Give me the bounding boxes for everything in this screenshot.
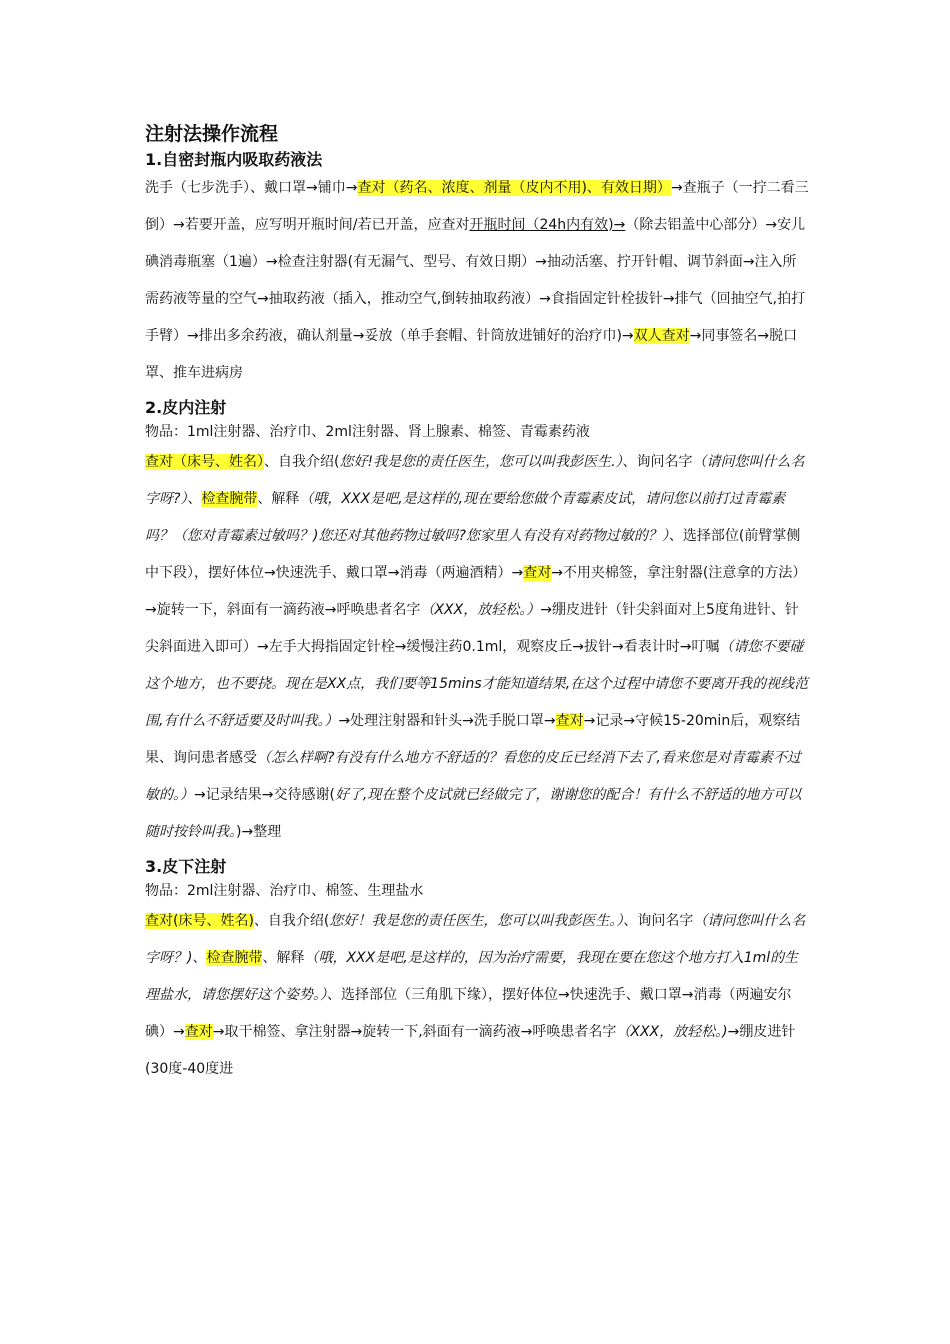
text-run: →查瓶子（一拧二看三倒）→若要开盖，应写明开瓶时间/若已开盖，应查对 bbox=[145, 180, 809, 233]
document-title: 注射法操作流程 bbox=[145, 123, 279, 145]
text-run: 、 bbox=[187, 491, 202, 507]
italic-text: （XXX，放轻松。） bbox=[420, 602, 541, 618]
text-run: 、询问名字 bbox=[622, 454, 693, 470]
highlight-text: 检查腕带 bbox=[206, 950, 263, 966]
section-1-body bbox=[145, 170, 810, 392]
italic-text: 您好！我是您的责任医生，您可以叫我彭医生。） bbox=[329, 913, 624, 929]
italic-text: （请问您叫什么名字呀?） bbox=[145, 454, 805, 507]
section-3-heading: 3.皮下注射 bbox=[145, 857, 227, 876]
italic-text: 您好!我是您的责任医生，您可以叫我彭医生.） bbox=[339, 454, 623, 470]
section-2-body bbox=[145, 444, 810, 851]
italic-text: （请问您叫什么名字呀？) bbox=[145, 913, 806, 966]
text-run: 、 bbox=[192, 950, 207, 966]
text-run: →记录→守候15-20min后，观察结果、询问患者感受 bbox=[145, 713, 801, 766]
italic-text: （怎么样啊?有没有什么地方不舒适的？看您的皮丘已经消下去了,看来您是对青霉素不过敏的。） bbox=[145, 750, 801, 803]
highlight-text: 查对 bbox=[184, 1024, 213, 1040]
highlight-text: 双人查对 bbox=[633, 328, 690, 344]
text-run: →处理注射器和针头→洗手脱口罩→ bbox=[338, 713, 556, 729]
italic-text: （哦，XXX是吧,是这样的，因为治疗需要，我现在要在您这个地方打入1ml的生理盐水，请您摆好这个姿势。） bbox=[145, 950, 799, 1003]
section-3-items: 物品：2ml注射器、治疗巾、棉签、生理盐水 bbox=[145, 883, 424, 899]
text-run: →不用夹棉签，拿注射器(注意拿的方法）→旋转一下，斜面有一滴药液→呼唤患者名字 bbox=[145, 565, 807, 618]
document-page bbox=[145, 120, 810, 1088]
section-3-body bbox=[145, 903, 810, 1088]
text-run: )→整理 bbox=[236, 824, 282, 840]
text-run: →绷皮进针（针尖斜面对上5度角进针、针尖斜面进入即可）→左手大拇指固定针栓→缓慢注药0.1ml，观察皮丘→拔针→看表计时→叮嘱 bbox=[145, 602, 799, 655]
italic-text: （请您不要碰这个地方，也不要挠。现在是XX点，我们要等15mins才能知道结果,在这个过程中请您不要离开我的视线范围,有什么不舒适要及时叫我。） bbox=[145, 639, 809, 729]
text-run: 、解释 bbox=[262, 950, 305, 966]
text-run: →记录结果→交待感谢( bbox=[194, 787, 335, 803]
highlight-text: 查对 bbox=[523, 565, 552, 581]
text-run: 、自我介绍( bbox=[253, 913, 330, 929]
highlight-text: 查对(床号、姓名) bbox=[145, 913, 254, 929]
text-run: 、选择部位（三角肌下缘），摆好体位→快速洗手、戴口罩→消毒（两遍安尔碘）→ bbox=[145, 987, 792, 1040]
text-run: →绷皮进针(30度-40度进 bbox=[145, 1024, 796, 1077]
text-run: →同事签名→脱口罩、推车进病房 bbox=[145, 328, 798, 381]
highlight-text: 检查腕带 bbox=[201, 491, 258, 507]
text-run: 、选择部位(前臂掌侧中下段），摆好体位→快速洗手、戴口罩→消毒（两遍酒精）→ bbox=[145, 528, 801, 581]
section-2-heading: 2.皮内注射 bbox=[145, 398, 227, 417]
text-run: 洗手（七步洗手）、戴口罩→铺巾→ bbox=[145, 180, 358, 196]
text-run: 、解释 bbox=[257, 491, 300, 507]
highlight-text: 查对 bbox=[555, 713, 584, 729]
section-2-items: 物品：1ml注射器、治疗巾、2ml注射器、肾上腺素、棉签、青霉素药液 bbox=[145, 424, 590, 440]
text-run: （除去铝盖中心部分）→安儿碘消毒瓶塞（1遍）→检查注射器(有无漏气、型号、有效日期）→抽动活塞、拧开针帽、调节斜面→注入所需药液等量的空气→抽取药液（插入，推动空气,倒转抽取药液）→食指固定针栓拔针→排气（回抽空气,拍打手臂）→排出多余药液，确认剂量→妥放（单手套帽、针筒放进铺好的治疗巾)→ bbox=[145, 217, 806, 344]
underlined-text: 开瓶时间（24h内有效)→ bbox=[469, 217, 626, 233]
section-1-heading: 1.自密封瓶内吸取药液法 bbox=[145, 150, 323, 169]
italic-text: （哦，XXX是吧,是这样的,现在要给您做个青霉素皮试，请问您以前打过青霉素吗？（您对青霉素过敏吗？)您还对其他药物过敏吗?您家里人有没有对药物过敏的？） bbox=[145, 491, 786, 544]
highlight-text: 查对（药名、浓度、剂量（皮内不用)、有效日期） bbox=[357, 180, 671, 196]
italic-text: （XXX，放轻松。) bbox=[616, 1024, 728, 1040]
highlight-text: 查对（床号、姓名） bbox=[145, 454, 264, 470]
text-run: 、询问名字 bbox=[623, 913, 694, 929]
italic-text: 好了,现在整个皮试就已经做完了，谢谢您的配合！有什么不舒适的地方可以随时按铃叫我。 bbox=[145, 787, 802, 840]
text-run: →取干棉签、拿注射器→旋转一下,斜面有一滴药液→呼唤患者名字 bbox=[212, 1024, 617, 1040]
text-run: 、自我介绍( bbox=[264, 454, 340, 470]
